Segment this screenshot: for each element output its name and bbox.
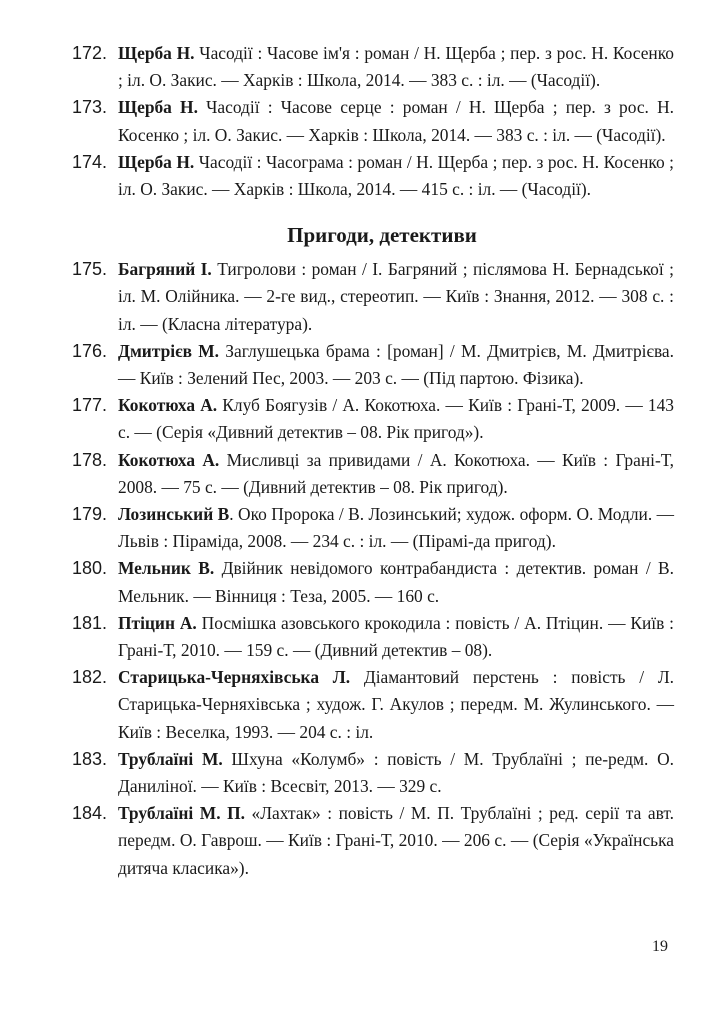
entry-text [118,555,674,609]
section-heading: Пригоди, детективи [287,223,477,248]
bibliography-entry [72,256,674,338]
entry-description: «Лахтак» : повість / М. П. Трублаїні ; ред. серії та авт. передм. О. Гаврош. — Київ : Грані-Т, 2010. — 206 с. — (Серія «Українська дитяча класика»). [118,803,674,878]
entry-author: Трублаїні М. П. [118,803,245,824]
entry-text [118,610,674,664]
bibliography-entry [72,800,674,882]
entry-text [118,664,674,746]
entry-description: Часодії : Часове серце : роман / Н. Щерба ; пер. з рос. Н. Косенко ; іл. О. Закис. — Харків : Школа, 2014. — 383 с. : іл. — (Часодії). [118,97,674,145]
entry-text [118,392,674,446]
entry-text [118,256,674,338]
entry-description: Посмішка азовського крокодила : повість / А. Птіцин. — Київ : Грані-Т, 2010. — 159 с. — (Дивний детектив – 08). [118,612,674,661]
entry-author: Багряний І. [118,259,212,280]
bibliography-list [72,40,674,203]
entry-author: Дмитрієв М. [118,340,220,361]
entry-description: . Око Пророка / В. Лозинський; худож. оформ. О. Модли. — Львів : Піраміда, 2008. — 234 с. : іл. — (Пірамі-да пригод). [118,504,674,552]
entry-description: Часодії : Часове ім'я : роман / Н. Щерба ; пер. з рос. Н. Косенко ; іл. О. Закис. — Харків : Школа, 2014. — 383 с. : іл. — (Часодії). [118,43,675,91]
entry-number: 173. [72,97,108,118]
bibliography-list [72,256,674,882]
entry-text [118,338,674,392]
bibliography-entry [72,94,674,148]
entry-text [118,149,674,203]
entry-author: Кокотюха А. [118,395,218,416]
entry-number: 183. [72,748,108,769]
entry-number: 178. [72,449,108,470]
entry-author: Лозинський В [118,504,230,525]
entry-description: Мисливці за привидами / А. Кокотюха. — Київ : Грані-Т, 2008. — 75 с. — (Дивний детектив – 08. Рік пригод). [118,449,674,497]
entry-author: Щерба Н. [118,43,195,63]
entry-text [118,94,674,148]
entry-description: Заглушецька брама : [роман] / М. Дмитрієв, М. Дмитрієва. — Київ : Зелений Пес, 2003. — 203 с. — (Під партою. Фізика). [118,340,675,389]
bibliography-entry [72,746,674,800]
entry-author: Мельник В. [118,558,215,579]
bibliography-entry [72,664,674,746]
entry-number: 172. [72,43,108,63]
entry-description: Шхуна «Колумб» : повість / М. Трублаїні ; пе-редм. О. Даниліної. — Київ : Всесвіт, 2013. — 329 с. [118,748,674,797]
entry-number: 176. [72,340,108,361]
entry-number: 174. [72,151,108,172]
page-content [72,40,674,882]
entry-text [118,501,674,555]
entry-text [118,447,674,501]
entry-author: Трублаїні М. [118,748,223,769]
entry-text [118,40,674,94]
entry-description: Двійник невідомого контрабандиста : детектив. роман / В. Мельник. — Вінниця : Теза, 2005. — 160 с. [118,558,674,606]
entry-author: Старицька-Черняхівська Л. [118,667,351,688]
entry-number: 181. [72,612,108,633]
bibliography-entry [72,447,674,501]
entry-number: 184. [72,803,108,824]
entry-author: Щерба Н. [118,151,195,172]
bibliography-entry [72,338,674,392]
bibliography-entry [72,610,674,664]
entry-number: 180. [72,558,108,579]
entry-number: 175. [72,259,108,280]
entry-author: Кокотюха А. [118,449,220,470]
entry-description: Діамантовий перстень : повість / Л. Старицька-Черняхівська ; худож. Г. Акулов ; передм. М. Жулинського. — Київ : Веселка, 1993. — 204 с. : іл. [118,667,674,742]
bibliography-entry [72,392,674,446]
entry-text [118,746,674,800]
entry-number: 182. [72,667,108,688]
entry-text [118,800,674,882]
bibliography-entry [72,555,674,609]
entry-author: Щерба Н. [118,97,198,118]
bibliography-entry [72,149,674,203]
entry-description: Клуб Боягузів / А. Кокотюха. — Київ : Грані-Т, 2009. — 143 с. — (Серія «Дивний детектив – 08. Рік пригод»). [118,395,674,443]
page-number: 19 [652,938,668,955]
entry-author: Птіцин А. [118,612,197,633]
entry-number: 179. [72,504,108,525]
bibliography-entry [72,40,674,94]
entry-description: Тигролови : роман / І. Багряний ; післямова Н. Бернадської ; іл. М. Олійника. — 2-ге вид., стереотип. — Київ : Знання, 2012. — 308 с. : іл. — (Класна література). [118,259,674,334]
bibliography-entry [72,501,674,555]
entry-description: Часодії : Часограма : роман / Н. Щерба ; пер. з рос. Н. Косенко ; іл. О. Закис. — Харків : Школа, 2014. — 415 с. : іл. — (Часодії). [118,151,674,200]
entry-number: 177. [72,395,108,416]
